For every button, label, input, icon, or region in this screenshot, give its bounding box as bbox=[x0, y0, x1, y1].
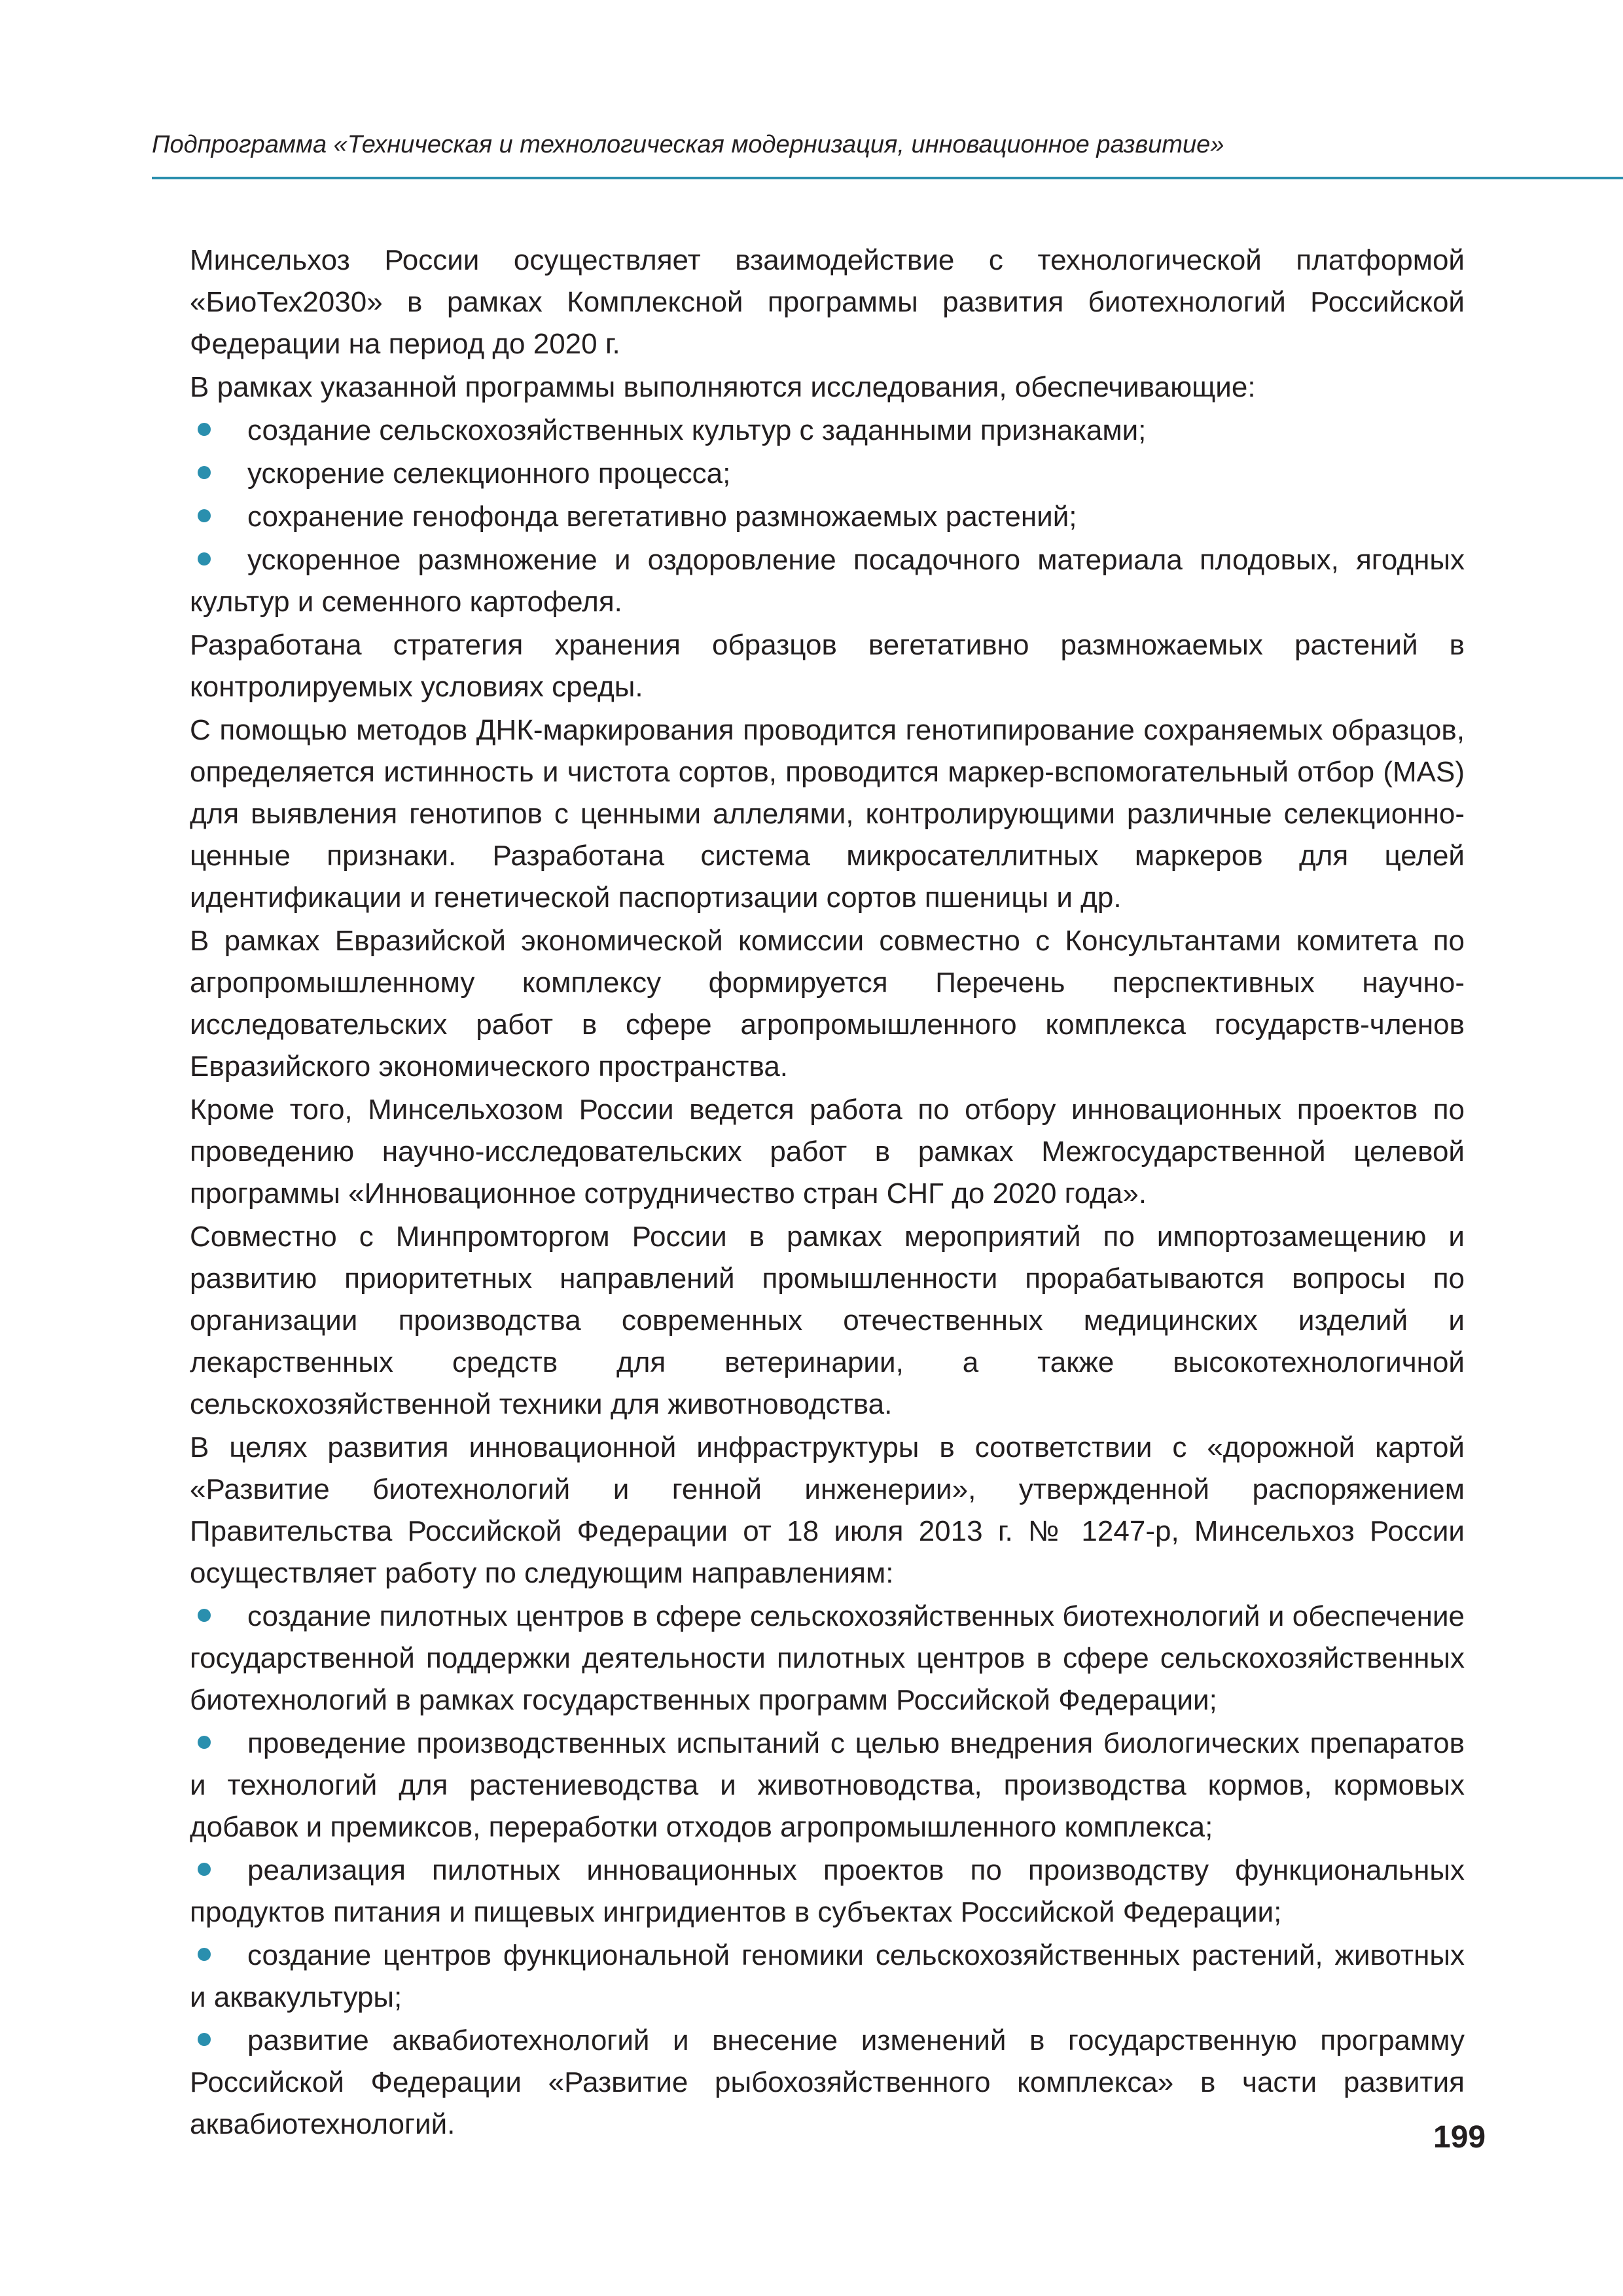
list-item-text: ускоренное размножение и оздоровление посадочного материала плодовых, ягодных культур и семенного картофеля. bbox=[190, 544, 1465, 618]
list-item bbox=[190, 1935, 1465, 2020]
bullet-icon bbox=[198, 2033, 211, 2046]
bullet-icon bbox=[198, 1948, 211, 1961]
list-item-text: реализация пилотных инновационных проектов по производству функциональных продуктов питания и пищевых ингридиентов в субъектах Российской Федерации; bbox=[190, 1854, 1465, 1928]
list-item-text: развитие аквабиотехнологий и внесение изменений в государственную программу Российской Федерации «Развитие рыбохозяйственного комплекса» в части развития аквабиотехнологий. bbox=[190, 2024, 1465, 2140]
paragraph-text: В рамках Евразийской экономической комиссии совместно с Консультантами комитета по агропромышленному комплексу формируется Перечень перспективных научно-исследовательских работ в сфере агропромышленного комплекса государств-членов Евразийского экономического пространства. bbox=[190, 925, 1465, 1083]
page-body bbox=[190, 240, 1465, 2147]
paragraph-text: Минсельхоз России осуществляет взаимодействие с технологической платформой «БиоТех2030» в рамках Комплексной программы развития биотехнологий Российской Федерации на период до 2020 г. bbox=[190, 244, 1465, 360]
bullet-icon bbox=[198, 1863, 211, 1876]
list-item bbox=[190, 496, 1465, 539]
list-item-text: создание пилотных центров в сфере сельскохозяйственных биотехнологий и обеспечение государственной поддержки деятельности пилотных центров в сфере сельскохозяйственных биотехнологий в рамках государственных программ Российской Федерации; bbox=[190, 1600, 1465, 1716]
bullet-icon bbox=[198, 466, 211, 479]
list-item-text: сохранение генофонда вегетативно размножаемых растений; bbox=[247, 501, 1077, 533]
paragraph-text: Совместно с Минпромторгом России в рамках мероприятий по импортозамещению и развитию приоритетных направлений промышленности прорабатываются вопросы по организации производства современных отечественных медицинских изделий и лекарственных средств для ветеринарии, а также высокотехнологичной сельскохозяйственной техники для животноводства. bbox=[190, 1221, 1465, 1420]
page-number: 199 bbox=[1433, 2120, 1486, 2155]
list-item bbox=[190, 2020, 1465, 2147]
paragraph bbox=[190, 1427, 1465, 1596]
list-item-text: создание центров функциональной геномики сельскохозяйственных растений, животных и аквакультуры; bbox=[190, 1939, 1465, 2013]
paragraph bbox=[190, 240, 1465, 367]
paragraph bbox=[190, 367, 1465, 410]
list-item bbox=[190, 1596, 1465, 1723]
paragraph bbox=[190, 920, 1465, 1089]
paragraph-text: В целях развития инновационной инфраструктуры в соответствии с «дорожной картой «Развитие биотехнологий и генной инженерии», утвержденной распоряжением Правительства Российской Федерации от 18 июля 2013 г. № 1247-р, Минсельхоз России осуществляет работу по следующим направлениям: bbox=[190, 1431, 1465, 1589]
bullet-icon bbox=[198, 509, 211, 522]
list-item bbox=[190, 410, 1465, 453]
paragraph bbox=[190, 624, 1465, 709]
paragraph-text: Разработана стратегия хранения образцов вегетативно размножаемых растений в контролируемых условиях среды. bbox=[190, 629, 1465, 703]
bullet-icon bbox=[198, 423, 211, 436]
paragraph bbox=[190, 1216, 1465, 1427]
list-item-text: создание сельскохозяйственных культур с заданными признаками; bbox=[247, 414, 1147, 446]
bullet-icon bbox=[198, 1609, 211, 1622]
bullet-icon bbox=[198, 1736, 211, 1749]
bullet-icon bbox=[198, 552, 211, 565]
list-item-text: проведение производственных испытаний с целью внедрения биологических препаратов и технологий для растениеводства и животноводства, производства кормов, кормовых добавок и премиксов, переработки отходов агропромышленного комплекса; bbox=[190, 1727, 1465, 1843]
running-header: Подпрограмма «Техническая и технологическая модернизация, инновационное развитие» bbox=[152, 131, 1224, 158]
header-rule bbox=[152, 177, 1623, 179]
paragraph-text: Кроме того, Минсельхозом России ведется работа по отбору инновационных проектов по проведению научно-исследовательских работ в рамках Межгосударственной целевой программы «Инновационное сотрудничество стран СНГ до 2020 года». bbox=[190, 1094, 1465, 1210]
list-item bbox=[190, 453, 1465, 496]
paragraph-text: С помощью методов ДНК-маркирования проводится генотипирование сохраняемых образцов, определяется истинность и чистота сортов, проводится маркер-вспомогательный отбор (MAS) для выявления генотипов с ценными аллелями, контролирующими различные селекционно-ценные признаки. Разработана система микросателлитных маркеров для целей идентификации и генетической паспортизации сортов пшеницы и др. bbox=[190, 714, 1465, 914]
list-item bbox=[190, 539, 1465, 624]
paragraph-text: В рамках указанной программы выполняются исследования, обеспечивающие: bbox=[190, 371, 1256, 403]
list-item-text: ускорение селекционного процесса; bbox=[247, 457, 731, 490]
paragraph bbox=[190, 709, 1465, 920]
list-item bbox=[190, 1850, 1465, 1935]
paragraph bbox=[190, 1089, 1465, 1216]
list-item bbox=[190, 1723, 1465, 1850]
